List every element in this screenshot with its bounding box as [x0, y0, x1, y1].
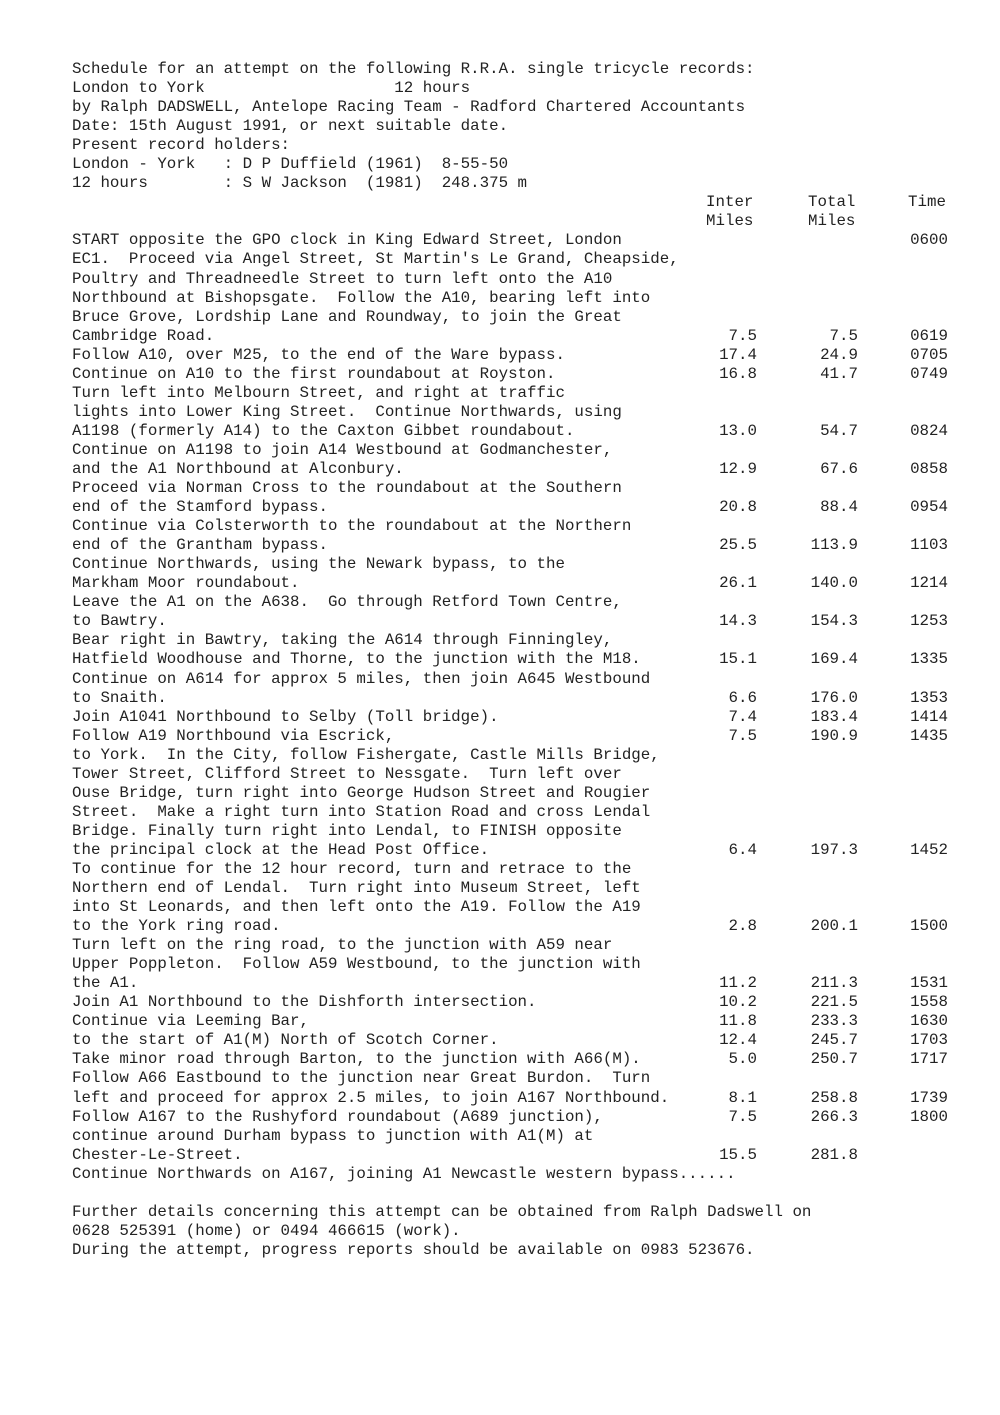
- table-row: [72, 403, 972, 422]
- route-description: Follow A19 Northbound via Escrick,: [72, 726, 395, 745]
- table-row: [72, 231, 972, 250]
- table-row: [72, 384, 972, 403]
- route-description: Street. Make a right turn into Station Road and cross Lendal: [72, 802, 651, 821]
- route-description: Join A1041 Northbound to Selby (Toll bridge).: [72, 707, 499, 726]
- header-line: Present record holders:: [72, 136, 291, 155]
- route-description: Bridge. Finally turn right into Lendal, to FINISH opposite: [72, 821, 622, 840]
- time-value: 1630: [910, 1012, 948, 1031]
- time-value: 0954: [910, 498, 948, 517]
- table-row: [72, 612, 972, 631]
- table-row: [72, 993, 972, 1012]
- table-row: [72, 689, 972, 708]
- table-row: [72, 422, 972, 441]
- table-row: [72, 1031, 972, 1050]
- total-miles: 54.7: [820, 421, 858, 440]
- table-row: [72, 1165, 972, 1184]
- route-description: the A1.: [72, 974, 139, 993]
- total-miles: 67.6: [820, 459, 858, 478]
- inter-miles: 20.8: [719, 498, 757, 517]
- inter-miles: 10.2: [719, 993, 757, 1012]
- inter-miles: 5.0: [728, 1050, 757, 1069]
- route-description: Leave the A1 on the A638. Go through Retford Town Centre,: [72, 593, 622, 612]
- time-value: 0858: [910, 459, 948, 478]
- time-value: 1335: [910, 650, 948, 669]
- inter-miles: 25.5: [719, 536, 757, 555]
- time-value: 1103: [910, 536, 948, 555]
- time-value: 1414: [910, 707, 948, 726]
- route-description: Proceed via Norman Cross to the roundabout at the Southern: [72, 479, 622, 498]
- time-value: 1500: [910, 917, 948, 936]
- route-description: EC1. Proceed via Angel Street, St Martin's Le Grand, Cheapside,: [72, 250, 679, 269]
- inter-miles: 6.4: [728, 840, 757, 859]
- footer-line: 0628 525391 (home) or 0494 466615 (work).: [72, 1221, 461, 1240]
- table-row: [72, 727, 972, 746]
- table-row: [72, 917, 972, 936]
- time-value: 1435: [910, 726, 948, 745]
- total-miles: 266.3: [810, 1107, 858, 1126]
- total-miles: 233.3: [810, 1012, 858, 1031]
- table-row: [72, 346, 972, 365]
- table-row: [72, 555, 972, 574]
- inter-miles: 14.3: [719, 612, 757, 631]
- inter-miles: 15.1: [719, 650, 757, 669]
- spacer: [72, 1184, 972, 1203]
- table-row: [72, 1050, 972, 1069]
- route-description: Cambridge Road.: [72, 326, 215, 345]
- route-description: Northern end of Lendal. Turn right into Museum Street, left: [72, 879, 641, 898]
- total-miles: 221.5: [810, 993, 858, 1012]
- route-description: and the A1 Northbound at Alconbury.: [72, 459, 404, 478]
- header-line: Date: 15th August 1991, or next suitable date.: [72, 117, 509, 136]
- inter-miles: 7.5: [728, 326, 757, 345]
- column-header-total-miles: Miles: [808, 212, 856, 231]
- route-description: Continue via Leeming Bar,: [72, 1012, 309, 1031]
- table-row: [72, 460, 972, 479]
- header-line: Schedule for an attempt on the following R.R.A. single tricycle records:: [72, 60, 755, 78]
- column-header-row-2: [72, 212, 972, 231]
- inter-miles: 17.4: [719, 345, 757, 364]
- time-value: 1452: [910, 840, 948, 859]
- route-description: into St Leonards, and then left onto the A19. Follow the A19: [72, 898, 641, 917]
- route-description: Continue Northwards on A167, joining A1 Newcastle western bypass......: [72, 1164, 736, 1183]
- total-miles: 183.4: [810, 707, 858, 726]
- table-row: [72, 822, 972, 841]
- header-line: London to York 12 hours: [72, 79, 471, 98]
- table-row: [72, 441, 972, 460]
- route-description: Join A1 Northbound to the Dishforth intersection.: [72, 993, 537, 1012]
- time-value: 1800: [910, 1107, 948, 1126]
- route-description: lights into Lower King Street. Continue Northwards, using: [72, 402, 622, 421]
- route-table: [72, 231, 972, 1183]
- inter-miles: 11.2: [719, 974, 757, 993]
- time-value: 1253: [910, 612, 948, 631]
- footer-line: Further details concerning this attempt can be obtained from Ralph Dadswell on: [72, 1202, 812, 1221]
- total-miles: 258.8: [810, 1088, 858, 1107]
- column-header-inter-miles: Miles: [706, 212, 754, 231]
- time-value: 1531: [910, 974, 948, 993]
- table-row: [72, 1069, 972, 1088]
- table-row: [72, 289, 972, 308]
- route-description: end of the Stamford bypass.: [72, 498, 328, 517]
- time-value: 0824: [910, 421, 948, 440]
- total-miles: 281.8: [810, 1145, 858, 1164]
- table-row: [72, 803, 972, 822]
- route-description: to the York ring road.: [72, 917, 281, 936]
- table-row: [72, 250, 972, 269]
- time-value: 1214: [910, 574, 948, 593]
- route-description: continue around Durham bypass to junction with A1(M) at: [72, 1126, 594, 1145]
- route-description: Continue Northwards, using the Newark bypass, to the: [72, 555, 565, 574]
- table-row: [72, 955, 972, 974]
- route-description: end of the Grantham bypass.: [72, 536, 328, 555]
- column-header-row-1: [72, 193, 972, 212]
- total-miles: 41.7: [820, 364, 858, 383]
- inter-miles: 8.1: [728, 1088, 757, 1107]
- inter-miles: 12.9: [719, 459, 757, 478]
- table-row: [72, 1127, 972, 1146]
- route-description: Bruce Grove, Lordship Lane and Roundway, to join the Great: [72, 307, 622, 326]
- total-miles: 176.0: [810, 688, 858, 707]
- total-miles: 24.9: [820, 345, 858, 364]
- route-description: Tower Street, Clifford Street to Nessgate. Turn left over: [72, 764, 622, 783]
- route-description: Northbound at Bishopsgate. Follow the A10, bearing left into: [72, 288, 651, 307]
- inter-miles: 13.0: [719, 421, 757, 440]
- table-row: [72, 1012, 972, 1031]
- route-description: Poultry and Threadneedle Street to turn left onto the A10: [72, 269, 613, 288]
- total-miles: 200.1: [810, 917, 858, 936]
- total-miles: 88.4: [820, 498, 858, 517]
- table-row: [72, 650, 972, 669]
- table-row: [72, 308, 972, 327]
- document-footer: [72, 1203, 972, 1260]
- table-row: [72, 860, 972, 879]
- table-row: [72, 498, 972, 517]
- time-value: 1717: [910, 1050, 948, 1069]
- route-description: A1198 (formerly A14) to the Caxton Gibbet roundabout.: [72, 421, 575, 440]
- total-miles: 245.7: [810, 1031, 858, 1050]
- time-value: 1703: [910, 1031, 948, 1050]
- route-description: to the start of A1(M) North of Scotch Corner.: [72, 1031, 499, 1050]
- route-description: to Bawtry.: [72, 612, 167, 631]
- inter-miles: 2.8: [728, 917, 757, 936]
- table-row: [72, 879, 972, 898]
- column-header-total: Total: [808, 193, 856, 212]
- route-description: Follow A66 Eastbound to the junction near Great Burdon. Turn: [72, 1069, 651, 1088]
- route-description: Continue on A614 for approx 5 miles, then join A645 Westbound: [72, 669, 651, 688]
- time-value: 1739: [910, 1088, 948, 1107]
- route-description: START opposite the GPO clock in King Edward Street, London: [72, 231, 622, 250]
- route-description: Follow A167 to the Rushyford roundabout (A689 junction),: [72, 1107, 603, 1126]
- route-description: To continue for the 12 hour record, turn and retrace to the: [72, 859, 632, 878]
- document-header: [72, 60, 972, 193]
- route-description: Continue on A1198 to join A14 Westbound at Godmanchester,: [72, 440, 613, 459]
- total-miles: 154.3: [810, 612, 858, 631]
- route-description: Take minor road through Barton, to the junction with A66(M).: [72, 1050, 641, 1069]
- route-description: Ouse Bridge, turn right into George Hudson Street and Rougier: [72, 783, 651, 802]
- route-description: Bear right in Bawtry, taking the A614 through Finningley,: [72, 631, 613, 650]
- table-row: [72, 270, 972, 289]
- inter-miles: 7.4: [728, 707, 757, 726]
- route-description: Upper Poppleton. Follow A59 Westbound, to the junction with: [72, 955, 641, 974]
- table-row: [72, 631, 972, 650]
- time-value: 0600: [910, 231, 948, 250]
- inter-miles: 26.1: [719, 574, 757, 593]
- table-row: [72, 936, 972, 955]
- footer-line: During the attempt, progress reports should be available on 0983 523676.: [72, 1240, 755, 1259]
- header-line: London - York : D P Duffield (1961) 8-55-50: [72, 155, 509, 174]
- schedule-document: [72, 60, 972, 1260]
- total-miles: 211.3: [810, 974, 858, 993]
- total-miles: 7.5: [829, 326, 858, 345]
- route-description: Hatfield Woodhouse and Thorne, to the junction with the M18.: [72, 650, 641, 669]
- route-description: Follow A10, over M25, to the end of the Ware bypass.: [72, 345, 565, 364]
- table-row: [72, 898, 972, 917]
- table-row: [72, 841, 972, 860]
- total-miles: 197.3: [810, 840, 858, 859]
- route-description: left and proceed for approx 2.5 miles, to join A167 Northbound.: [72, 1088, 670, 1107]
- table-row: [72, 593, 972, 612]
- inter-miles: 11.8: [719, 1012, 757, 1031]
- header-line: by Ralph DADSWELL, Antelope Racing Team - Radford Chartered Accountants: [72, 98, 746, 117]
- header-line: 12 hours : S W Jackson (1981) 248.375 m: [72, 174, 528, 193]
- table-row: [72, 479, 972, 498]
- route-description: to Snaith.: [72, 688, 167, 707]
- table-row: [72, 327, 972, 346]
- table-row: [72, 670, 972, 689]
- time-value: 0705: [910, 345, 948, 364]
- route-description: Turn left into Melbourn Street, and right at traffic: [72, 383, 565, 402]
- route-description: Chester-Le-Street.: [72, 1145, 243, 1164]
- time-value: 1353: [910, 688, 948, 707]
- column-header-time: Time: [908, 193, 946, 212]
- inter-miles: 7.5: [728, 1107, 757, 1126]
- total-miles: 140.0: [810, 574, 858, 593]
- table-row: [72, 974, 972, 993]
- inter-miles: 12.4: [719, 1031, 757, 1050]
- table-row: [72, 1108, 972, 1127]
- table-row: [72, 574, 972, 593]
- column-header-inter: Inter: [706, 193, 754, 212]
- time-value: 0619: [910, 326, 948, 345]
- total-miles: 113.9: [810, 536, 858, 555]
- inter-miles: 15.5: [719, 1145, 757, 1164]
- table-row: [72, 365, 972, 384]
- route-description: to York. In the City, follow Fishergate, Castle Mills Bridge,: [72, 745, 660, 764]
- inter-miles: 16.8: [719, 364, 757, 383]
- table-row: [72, 536, 972, 555]
- table-row: [72, 746, 972, 765]
- route-description: Markham Moor roundabout.: [72, 574, 300, 593]
- total-miles: 250.7: [810, 1050, 858, 1069]
- table-row: [72, 1146, 972, 1165]
- route-description: Turn left on the ring road, to the junction with A59 near: [72, 936, 613, 955]
- total-miles: 190.9: [810, 726, 858, 745]
- route-description: Continue via Colsterworth to the roundabout at the Northern: [72, 517, 632, 536]
- route-description: Continue on A10 to the first roundabout at Royston.: [72, 364, 556, 383]
- table-row: [72, 1089, 972, 1108]
- inter-miles: 7.5: [728, 726, 757, 745]
- table-row: [72, 708, 972, 727]
- total-miles: 169.4: [810, 650, 858, 669]
- route-description: the principal clock at the Head Post Office.: [72, 840, 490, 859]
- time-value: 0749: [910, 364, 948, 383]
- inter-miles: 6.6: [728, 688, 757, 707]
- table-row: [72, 784, 972, 803]
- table-row: [72, 517, 972, 536]
- table-row: [72, 765, 972, 784]
- time-value: 1558: [910, 993, 948, 1012]
